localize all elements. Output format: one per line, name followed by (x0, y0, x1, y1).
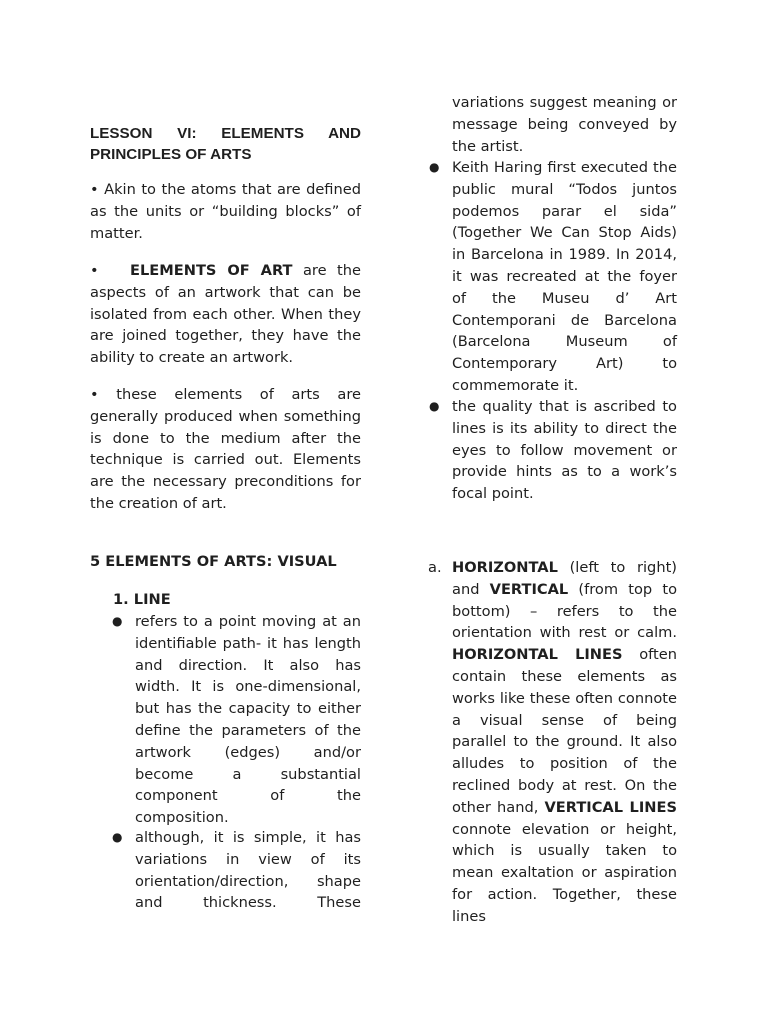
bullet-icon: ● (429, 160, 440, 174)
item-a-text-4: connote elevation or height, which is usually taken to mean exaltation or aspiration for action. Together, these lines (452, 820, 677, 925)
item-a-text (452, 557, 677, 928)
haring-mural-text: Keith Haring first executed the public mural “Todos juntos podemos parar el sida” (Together We Can Stop Aids) in Barcelona in 1989. In 2014, it was recreated at the foyer of the Museu d’ Art Contemporani de Barcelona (Barcelona Museum of Contemporary Art) to commemorate it. (452, 159, 677, 394)
vertical-lines-term: VERTICAL LINES (544, 798, 677, 816)
paragraph-elements-produced: • these elements of arts are generally produced when something is done to the medium after the technique is carried out. Elements are the necessary preconditions for the creation of art. (90, 386, 361, 512)
item-a-horizontal-vertical (428, 557, 677, 928)
right-bullet-1 (429, 157, 677, 397)
item-a-text-2: (from top to bottom) – refers to the orientation with rest or calm. (452, 580, 677, 642)
title-line-2: PRINCIPLES OF ARTS (90, 146, 252, 163)
right-bullet-2 (429, 396, 677, 505)
title-line-1: LESSON VI: ELEMENTS AND (90, 125, 361, 142)
horizontal-term: HORIZONTAL (452, 559, 558, 576)
bullet-icon: ● (112, 830, 123, 844)
item-a-text-1: (left to right) and (452, 559, 677, 598)
bullet-icon: ● (112, 614, 123, 628)
paragraph-elements-of-art (90, 260, 361, 369)
paragraph-atoms: • Akin to the atoms that are defined as the units or “building blocks” of matter. (90, 181, 361, 242)
line-bullet-2 (112, 827, 361, 914)
line-number: 1. (113, 591, 129, 608)
line-bullet-1 (112, 611, 361, 829)
elements-of-art-definition: are the aspects of an artwork that can be isolated from each other. When they are joined together, they have the ability to create an artwork. (90, 262, 361, 367)
lesson-title (90, 123, 361, 165)
horizontal-lines-term: HORIZONTAL LINES (452, 646, 623, 664)
right-continuation: variations suggest meaning or message being conveyed by the artist. (452, 94, 677, 155)
line-title: LINE (133, 591, 171, 608)
bullet-icon: ● (429, 399, 440, 413)
line-heading (113, 589, 361, 611)
item-a-label: a. (428, 559, 442, 576)
bullet: • (90, 262, 99, 279)
elements-of-art-term: ELEMENTS OF ART (130, 262, 293, 279)
item-a-text-3: often contain these elements as works like these often connote a visual sense of being parallel to the ground. It also alludes to position of the reclined body at rest. On the other hand, (452, 646, 677, 816)
line-quality-text: the quality that is ascribed to lines is its ability to direct the eyes to follow movement or provide hints as to a work’s focal point. (452, 398, 677, 503)
line-bullet-1-text: refers to a point moving at an identifiable path- it has length and direction. It also has width. It is one-dimensional, but has the capacity to either define the parameters of the artwork (edges) and/or become a substantial component of the composition. (135, 613, 361, 827)
vertical-term: VERTICAL (489, 580, 569, 598)
line-bullet-2-text: although, it is simple, it has variations in view of its orientation/direction, shape and thickness. These (135, 829, 361, 912)
section-heading: 5 ELEMENTS OF ARTS: VISUAL (90, 553, 337, 570)
